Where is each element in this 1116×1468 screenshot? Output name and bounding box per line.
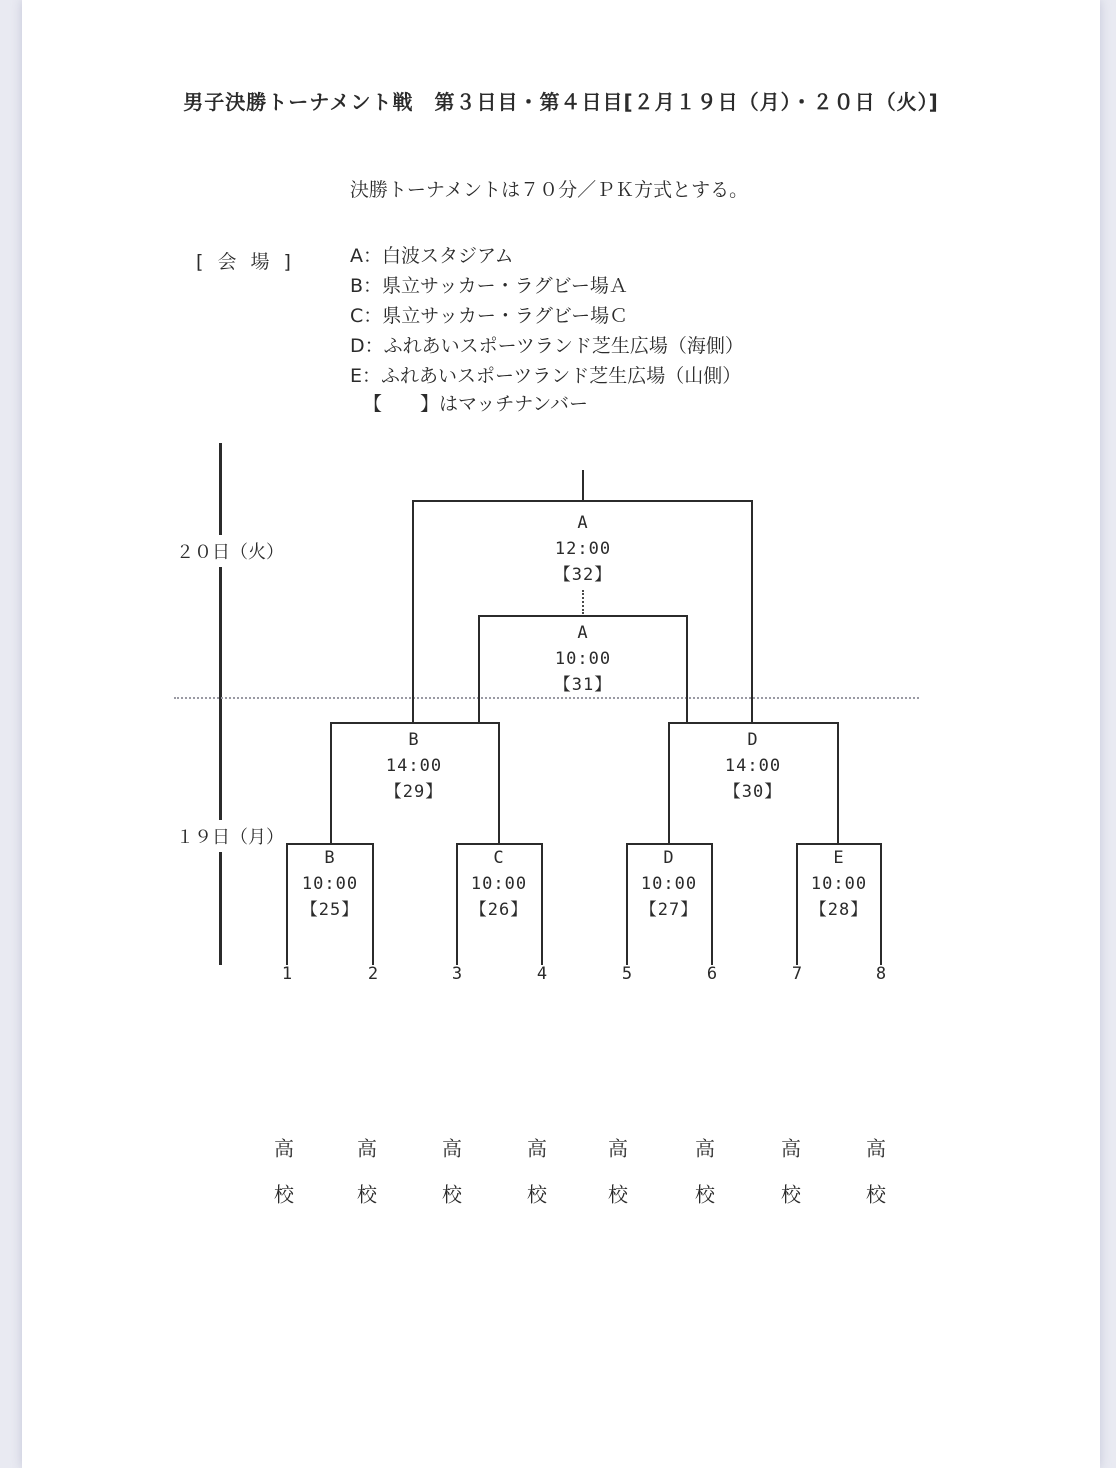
match-semifinal-29	[385, 727, 443, 805]
match-venue: B	[408, 730, 420, 750]
match-semifinal-30	[724, 727, 782, 805]
match-number: 【26】	[469, 900, 529, 920]
semifinal-b-bracket-line	[330, 722, 500, 724]
team-slot-4: 高校	[523, 1138, 548, 1230]
seed-5-leg	[626, 843, 628, 965]
final-left-leg	[412, 500, 414, 724]
match-number: 【27】	[639, 900, 699, 920]
page-title: 男子決勝トーナメント戦 第３日目・第４日目[２月１９日（月）・２０日（火）]	[183, 90, 939, 114]
thirdplace-left-leg	[478, 615, 480, 724]
seed-8-leg	[880, 843, 882, 965]
match-venue: A	[577, 623, 589, 643]
final-right-leg	[751, 500, 753, 724]
match-time: 10:00	[470, 874, 528, 894]
seed-number-6: 6	[706, 964, 718, 984]
venues-heading: [ 会 場 ]	[196, 251, 295, 273]
match-final	[554, 510, 612, 588]
seed-number-8: 8	[875, 964, 887, 984]
final-bracket-line	[412, 500, 753, 502]
day-label-feb20: ２０日（火）	[174, 535, 286, 567]
match-time: 10:00	[810, 874, 868, 894]
seed-7-leg	[796, 843, 798, 965]
match-quarterfinal-25	[301, 845, 359, 923]
venue-item-a: A：白波スタジアム	[350, 245, 514, 267]
match-quarterfinal-27	[640, 845, 698, 923]
match-venue: E	[833, 848, 845, 868]
final-thirdplace-dotted-link	[582, 590, 584, 614]
seed-2-leg	[372, 843, 374, 965]
champion-stub-line	[582, 470, 584, 500]
team-slot-5: 高校	[604, 1138, 629, 1230]
team-slot-8: 高校	[862, 1138, 887, 1230]
seed-6-leg	[711, 843, 713, 965]
team-slot-2: 高校	[353, 1138, 378, 1230]
semifinal-d-right-leg	[837, 722, 839, 845]
match-venue: D	[747, 730, 759, 750]
timeline-axis	[219, 443, 222, 965]
day-label-feb19: １９日（月）	[174, 820, 286, 852]
match-venue: C	[493, 848, 505, 868]
seed-number-1: 1	[281, 964, 293, 984]
match-number: 【31】	[553, 675, 613, 695]
match-time: 10:00	[640, 874, 698, 894]
semifinal-b-right-leg	[498, 722, 500, 845]
match-third-place	[554, 620, 612, 698]
match-quarterfinal-26	[470, 845, 528, 923]
team-slot-7: 高校	[777, 1138, 802, 1230]
seed-number-3: 3	[451, 964, 463, 984]
venue-item-b: B：県立サッカー・ラグビー場Ａ	[350, 275, 628, 297]
match-time: 10:00	[554, 649, 612, 669]
seed-4-leg	[541, 843, 543, 965]
match-number: 【32】	[553, 565, 613, 585]
thirdplace-right-leg	[686, 615, 688, 724]
seed-3-leg	[456, 843, 458, 965]
match-number: 【29】	[384, 782, 444, 802]
document-page	[22, 0, 1100, 1468]
match-number-note: 【 】はマッチナンバー	[363, 393, 588, 415]
seed-number-2: 2	[367, 964, 379, 984]
match-venue: D	[663, 848, 675, 868]
venue-item-d: D：ふれあいスポーツランド芝生広場（海側）	[350, 335, 744, 357]
match-time: 14:00	[385, 756, 443, 776]
match-number: 【25】	[300, 900, 360, 920]
match-time: 12:00	[554, 539, 612, 559]
tournament-rule-note: 決勝トーナメントは７０分／ＰＫ方式とする。	[349, 179, 749, 201]
seed-number-4: 4	[536, 964, 548, 984]
semifinal-b-left-leg	[330, 722, 332, 845]
match-time: 14:00	[724, 756, 782, 776]
semifinal-d-bracket-line	[668, 722, 839, 724]
team-slot-1: 高校	[270, 1138, 295, 1230]
seed-1-leg	[286, 843, 288, 965]
match-venue: A	[577, 513, 589, 533]
match-time: 10:00	[301, 874, 359, 894]
team-slot-6: 高校	[691, 1138, 716, 1230]
venue-item-c: C：県立サッカー・ラグビー場Ｃ	[350, 305, 629, 327]
seed-number-5: 5	[621, 964, 633, 984]
match-quarterfinal-28	[810, 845, 868, 923]
thirdplace-bracket-line	[478, 615, 688, 617]
seed-number-7: 7	[791, 964, 803, 984]
match-number: 【30】	[723, 782, 783, 802]
team-slot-3: 高校	[438, 1138, 463, 1230]
venues-list	[350, 241, 744, 391]
match-venue: B	[324, 848, 336, 868]
semifinal-d-left-leg	[668, 722, 670, 845]
day-divider-line	[174, 697, 919, 699]
match-number: 【28】	[809, 900, 869, 920]
venue-item-e: E：ふれあいスポーツランド芝生広場（山側）	[350, 365, 742, 387]
